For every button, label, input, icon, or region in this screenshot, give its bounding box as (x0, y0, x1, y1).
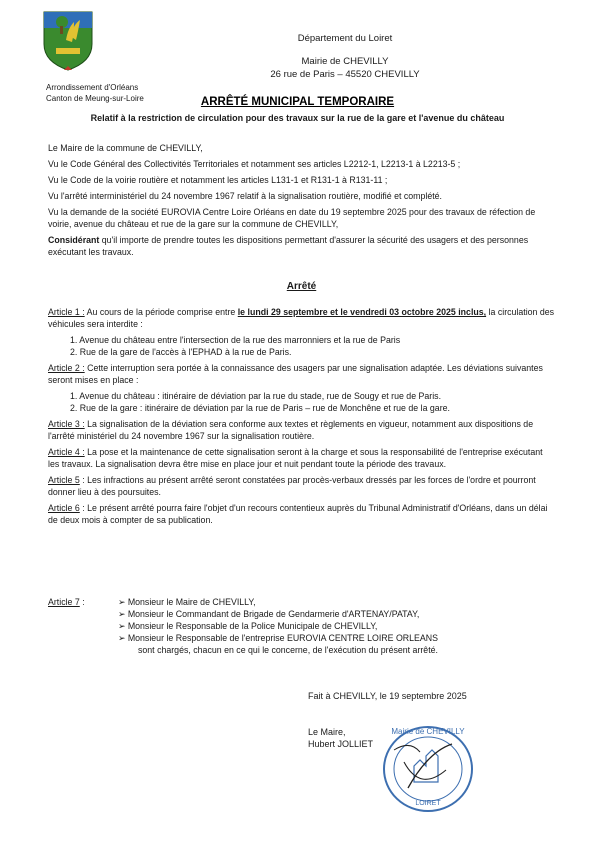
article-4-text: La pose et la maintenance de cette signalisation seront à la charge et sous la responsabilité de l'entreprise exécutant les travaux. La signalisation devra être mise en place jour et nuit pendant toute la période des travaux. (48, 447, 543, 469)
article-2-list (70, 390, 555, 414)
list-item: 1. Avenue du château entre l'intersection de la rue des marronniers et la rue de Paris (70, 335, 401, 345)
article-6-text: : Le présent arrêté pourra faire l'objet d'un recours contentieux auprès du Tribunal Administratif d'Orléans, dans un délai de deux mois à compter de sa publication. (48, 503, 548, 525)
article-1 (48, 306, 555, 330)
article-5-text: : Les infractions au présent arrêté seront constatées par procès-verbaux dressés par les forces de l'ordre et pourront donner lieu à des poursuites. (48, 475, 536, 497)
document-title: ARRÊTÉ MUNICIPAL TEMPORAIRE (200, 96, 395, 108)
official-stamp (380, 722, 476, 816)
stamp-bottom-text: LOIRET (415, 800, 441, 807)
article-7 (48, 596, 555, 660)
article-7-colon: : (79, 597, 85, 607)
considerant (48, 234, 555, 258)
maire-intro: Le Maire de la commune de CHEVILLY, (48, 143, 203, 153)
article-6 (48, 502, 555, 526)
arrondissement-label: Arrondissement d'Orléans (46, 83, 139, 92)
article-1-label: Article 1 : (48, 307, 85, 317)
article-2 (48, 362, 555, 386)
articles (48, 306, 555, 530)
article-7-closing: sont chargés, chacun en ce qui le concerne, de l'exécution du présent arrêté. (138, 645, 438, 655)
document-subtitle: Relatif à la restriction de circulation pour des travaux sur la rue de la gare et l'avenue du château (90, 113, 505, 123)
signatory-name: Hubert JOLLIET (308, 739, 374, 749)
arrete-heading: Arrêté (286, 281, 317, 292)
list-item: 2. Rue de la gare : itinéraire de déviation par la rue de Paris – rue de Monchêne et rue de la gare. (70, 403, 450, 413)
considerant-label: Considérant (48, 235, 100, 245)
list-item: ➢ Monsieur le Maire de CHEVILLY, (118, 597, 256, 607)
department-label: Département du Loiret (297, 33, 393, 44)
article-1-post: la circulation des véhicules sera interdite : (48, 307, 555, 329)
list-item: ➢ Monsieur le Commandant de Brigade de Gendarmerie d'ARTENAY/PATAY, (118, 609, 420, 619)
list-item: ➢ Monsieur le Responsable de la Police Municipale de CHEVILLY, (118, 621, 378, 631)
letterhead (200, 32, 490, 81)
coat-of-arms-icon (40, 10, 96, 72)
mairie-label: Mairie de CHEVILLY (301, 56, 389, 67)
vu-voirie: Vu le Code de la voirie routière et notamment les articles L131-1 et R131-1 à R131-11 ; (48, 175, 388, 185)
stamp-top-text: Mairie de CHEVILLY (391, 727, 465, 736)
article-5-label: Article 5 (48, 475, 80, 485)
article-1-dates: le lundi 29 septembre et le vendredi 03 octobre 2025 inclus, (237, 307, 487, 317)
signatory-role: Le Maire, (308, 727, 346, 737)
article-5 (48, 474, 555, 498)
considerant-text: qu'il importe de prendre toutes les dispositions permettant d'assurer la sécurité des usagers et des personnes exécutant les travaux. (48, 235, 529, 257)
article-2-label: Article 2 : (48, 363, 85, 373)
article-1-list (70, 334, 555, 358)
article-4 (48, 446, 555, 470)
article-1-pre: Au cours de la période comprise entre (84, 307, 238, 317)
article-4-label: Article 4 : (48, 447, 85, 457)
canton-label: Canton de Meung-sur-Loire (46, 94, 144, 103)
commune-coat-of-arms (40, 10, 96, 72)
address-label: 26 rue de Paris – 45520 CHEVILLY (270, 69, 420, 80)
list-item: 1. Avenue du château : itinéraire de déviation par la rue du stade, rue de Sougy et rue de Paris. (70, 391, 442, 401)
vu-arrete-1967: Vu l'arrêté interministériel du 24 novembre 1967 relatif à la signalisation routière, modifié et complété. (48, 191, 442, 201)
vu-demande: Vu la demande de la société EUROVIA Centre Loire Orléans en date du 19 septembre 2025 pour des travaux de réfection de voirie, avenue du château et rue de la gare sur la commune de CHEVILLY, (48, 207, 536, 229)
vu-cgct: Vu le Code Général des Collectivités Territoriales et notamment ses articles L2212-1, L2213-1 à L2213-5 ; (48, 159, 461, 169)
list-item: ➢ Monsieur le Responsable de l'entreprise EUROVIA CENTRE LOIRE ORLEANS (118, 633, 438, 643)
list-item: 2. Rue de la gare de l'accès à l'EPHAD à la rue de Paris. (70, 347, 292, 357)
article-3 (48, 418, 555, 442)
article-7-label: Article 7 (48, 597, 80, 607)
fait-a: Fait à CHEVILLY, le 19 septembre 2025 (308, 691, 467, 701)
article-3-text: La signalisation de la déviation sera conforme aux textes et règlements en vigueur, notamment aux dispositions de l'arrêté ministériel du 24 novembre 1967 sur la signalisation routière. (48, 419, 534, 441)
article-3-label: Article 3 : (48, 419, 85, 429)
article-2-text: Cette interruption sera portée à la connaissance des usagers par une signalisation adaptée. Les déviations suivantes seront mises en place : (48, 363, 543, 385)
preamble (48, 142, 555, 262)
article-6-label: Article 6 (48, 503, 80, 513)
